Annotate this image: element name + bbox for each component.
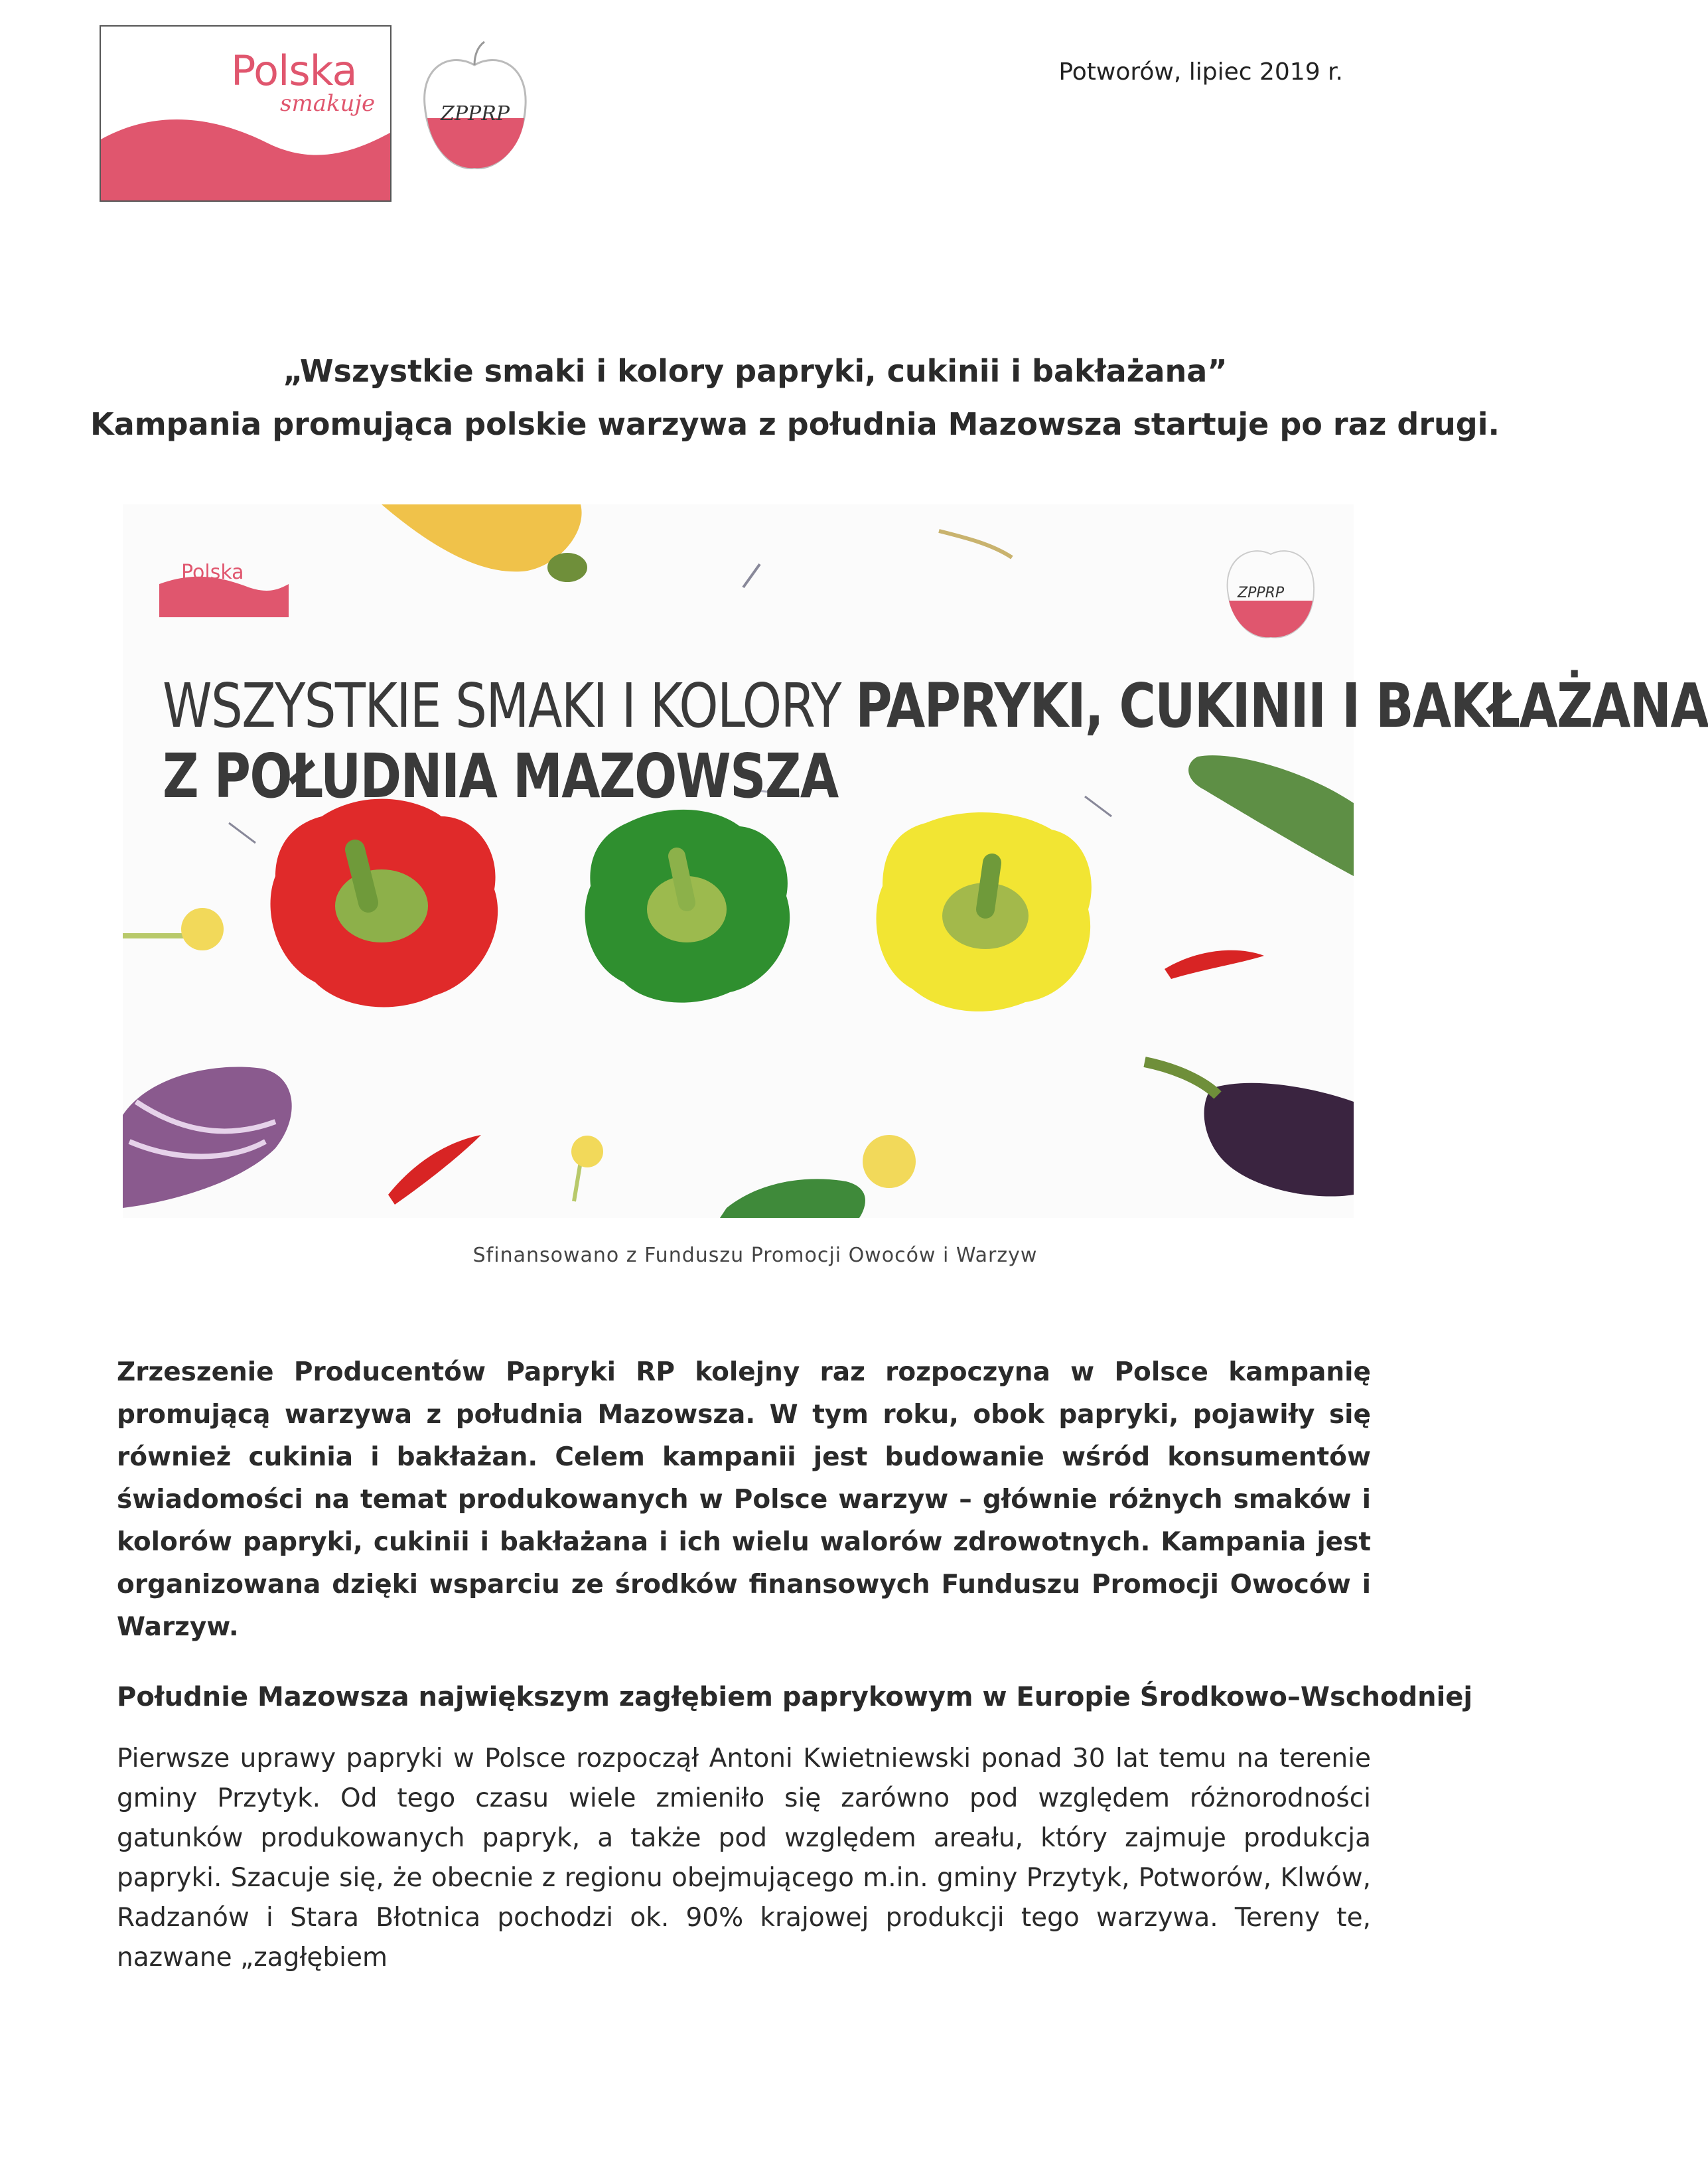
section-heading: Południe Mazowsza największym zagłębiem paprykowym w Europie Środkowo–Wschodniej [117,1682,1473,1712]
zpprp-text: ZPPRP [441,102,510,125]
campaign-banner [123,504,1708,1218]
dark-eggplant-icon [1145,1062,1354,1197]
zpprp-logo [411,38,537,178]
banner-title-thin: WSZYSTKIE SMAKI I KOLORY [163,670,856,741]
logo-smakuje-text: smakuje [280,90,376,117]
chili-pepper-bottom-icon [388,1135,481,1205]
logo-polska-text: Polska [231,46,357,95]
red-pepper-icon [271,799,498,1007]
svg-text:ZPPRP: ZPPRP [1238,585,1285,601]
zucchini-flower-icon [123,908,224,950]
svg-text:Polska: Polska [181,561,244,584]
chili-pepper-icon [1165,950,1264,979]
headline-subtitle: Kampania promująca polskie warzywa z południa Mazowsza startuje po raz drugi. [90,406,1500,442]
banner-subtitle: Z POŁUDNIA MAZOWSZA [163,741,838,812]
green-pepper-icon [585,810,790,1003]
intro-paragraph: Zrzeszenie Producentów Papryki RP kolejny raz rozpoczyna w Polsce kampanię promującą warzywa z południa Mazowsza. W tym roku, obok papryki, pojawiły się również cukinia i bakłażan. Celem kampanii jest budowanie wśród konsumentów świadomości na temat produkowanych w Polsce warzyw – głównie różnych smaków i kolorów papryki, cukinii i bakłażana i ich wielu walorów zdrowotnych. Kampania jest organizowana dzięki wsparciu ze środków finansowych Funduszu Promocji Owoców i Warzyw. [117,1357,1371,1642]
zucchini-bottom-icon [720,1135,916,1218]
banner-vegetables-graphic [123,504,1354,1218]
yellow-zucchini-icon [382,504,587,582]
section-paragraph: Pierwsze uprawy papryki w Polsce rozpoczął Antoni Kwietniewski ponad 30 lat temu na terenie gminy Przytyk. Od tego czasu wiele zmieniło się zarówno pod względem różnorodności gatunków produkowanych papryk, a także pod względem areału, który zajmuje produkcja papryki. Szacuje się, że obecnie z regionu obejmującego m.in. gminy Przytyk, Potworów, Klwów, Radzanów i Stara Błotnica pochodzi ok. 90% krajowej produkcji tego warzywa. Tereny te, nazwane „zagłębiem [117,1744,1371,1973]
yellow-flower-icon [571,1136,603,1201]
date-line: Potworów, lipiec 2019 r. [1058,58,1343,86]
striped-eggplant-icon [123,1067,292,1208]
polska-smakuje-logo [100,25,391,202]
headline-title: „Wszystkie smaki i kolory papryki, cukinii i bakłażana” [283,353,1228,389]
yellow-pepper-icon [876,812,1091,1011]
banner-title-bold: PAPRYKI, CUKINII I BAKŁAŻANA [855,670,1708,741]
banner-title [163,670,1708,741]
funding-caption: Sfinansowano z Funduszu Promocji Owoców i Warzyw [472,1244,1038,1267]
green-zucchini-icon [1188,755,1354,876]
